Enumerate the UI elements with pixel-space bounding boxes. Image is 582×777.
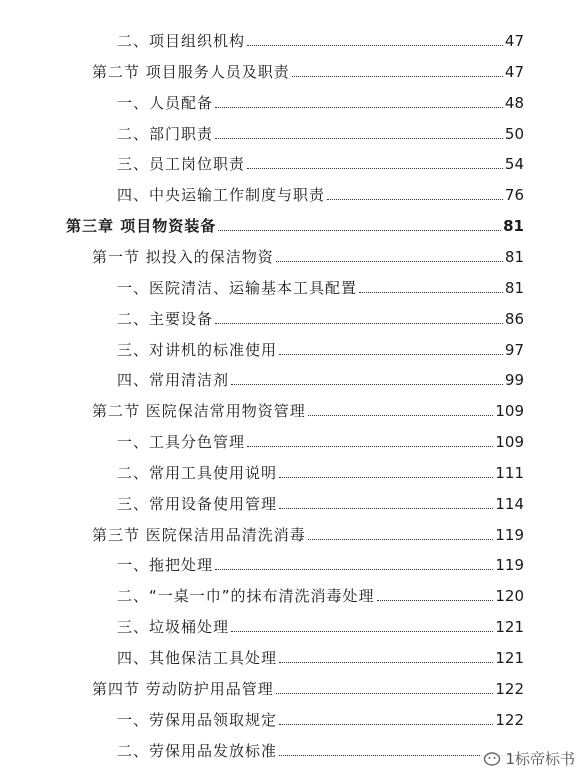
toc-entry-title: 第四节 劳动防护用品管理 <box>92 679 274 698</box>
toc-entry-title: 二、主要设备 <box>117 309 214 328</box>
toc-entry-title: 二、“一桌一巾”的抹布清洗消毒处理 <box>117 587 375 606</box>
toc-dot-leader <box>359 292 503 293</box>
toc-dot-leader <box>327 199 503 200</box>
toc-entry-page: 109 <box>495 433 524 452</box>
toc-entry[interactable] <box>117 278 524 298</box>
toc-entry[interactable] <box>92 679 524 699</box>
toc-entry-page: 86 <box>504 309 524 328</box>
toc-entry[interactable] <box>117 617 524 637</box>
toc-entry-title: 一、医院清洁、运输基本工具配置 <box>117 278 358 297</box>
toc-entry[interactable] <box>117 586 524 606</box>
toc-dot-leader <box>279 508 493 509</box>
wechat-channel-icon <box>483 751 501 767</box>
toc-dot-leader <box>231 631 493 632</box>
toc-entry[interactable] <box>117 370 524 390</box>
toc-entry-title: 二、劳保用品发放标准 <box>117 741 278 760</box>
toc-entry[interactable] <box>117 340 524 360</box>
toc-entry[interactable] <box>117 93 524 113</box>
toc-entry-title: 三、对讲机的标准使用 <box>117 340 278 359</box>
toc-entry-page: 120 <box>495 587 524 606</box>
toc-entry-title: 第一节 拟投入的保洁物资 <box>92 247 274 266</box>
toc-entry-title: 一、劳保用品领取规定 <box>117 710 278 729</box>
toc-entry[interactable] <box>92 247 524 267</box>
toc-entry-title: 四、中央运输工作制度与职责 <box>117 186 326 205</box>
toc-entry-title: 一、人员配备 <box>117 93 214 112</box>
toc-dot-leader <box>215 569 493 570</box>
toc-dot-leader <box>247 168 503 169</box>
toc-entry-page: 76 <box>504 186 524 205</box>
toc-entry-page: 122 <box>495 710 524 729</box>
toc-dot-leader <box>308 539 494 540</box>
toc-dot-leader <box>292 76 503 77</box>
toc-entry-title: 二、项目组织机构 <box>117 32 246 50</box>
toc-entry-page: 81 <box>503 217 524 236</box>
toc-entry-page: 54 <box>504 155 524 174</box>
toc-entry[interactable] <box>117 555 524 575</box>
toc-entry-title: 第二节 医院保洁常用物资管理 <box>92 402 306 421</box>
toc-entry-page: 111 <box>495 463 524 482</box>
toc-dot-leader <box>247 45 503 46</box>
toc-entry[interactable] <box>117 710 524 730</box>
toc-entry-title: 三、员工岗位职责 <box>117 155 246 174</box>
toc-entry-title: 第三章 项目物资装备 <box>66 217 217 236</box>
toc-entry[interactable] <box>92 525 524 545</box>
toc-entry-page: 121 <box>495 618 524 637</box>
toc-dot-leader <box>247 446 493 447</box>
toc-entry[interactable] <box>117 648 524 668</box>
toc-entry[interactable] <box>92 401 524 421</box>
watermark-text: 1标帝标书 <box>505 750 575 768</box>
toc-entry-page: 121 <box>495 649 524 667</box>
toc-entry-title: 一、工具分色管理 <box>117 433 246 452</box>
toc-entry[interactable] <box>66 216 524 236</box>
toc-entry-page: 81 <box>504 278 524 297</box>
toc-entry-page: 99 <box>504 371 524 390</box>
toc-entry-page: 119 <box>495 525 524 544</box>
toc-entry-page: 50 <box>504 124 524 143</box>
toc-entry-title: 三、垃圾桶处理 <box>117 618 230 637</box>
toc-entry-title: 二、常用工具使用说明 <box>117 463 278 482</box>
toc-entry[interactable] <box>117 154 524 174</box>
toc-dot-leader <box>308 415 494 416</box>
toc-entry-title: 一、拖把处理 <box>117 556 214 575</box>
toc-entry-page: 47 <box>504 62 524 81</box>
toc-entry-title: 四、其他保洁工具处理 <box>117 649 278 667</box>
toc-entry-page: 119 <box>495 556 524 575</box>
toc-entry-page: 81 <box>504 247 524 266</box>
toc-dot-leader <box>279 662 493 663</box>
toc-dot-leader <box>231 384 503 385</box>
toc-entry[interactable] <box>117 124 524 144</box>
toc-dot-leader <box>215 138 503 139</box>
toc-entry-page: 109 <box>495 402 524 421</box>
toc-entry[interactable] <box>117 31 524 51</box>
toc-entry[interactable] <box>92 62 524 82</box>
toc-dot-leader <box>215 323 503 324</box>
watermark <box>480 748 578 769</box>
toc-entry[interactable] <box>117 185 524 205</box>
toc-entry-title: 第二节 项目服务人员及职责 <box>92 62 290 81</box>
toc-dot-leader <box>279 354 503 355</box>
toc-entry-title: 三、常用设备使用管理 <box>117 494 278 513</box>
toc-dot-leader <box>279 477 493 478</box>
toc-entry-title: 四、常用清洁剂 <box>117 371 230 390</box>
toc-dot-leader <box>276 693 494 694</box>
toc-entry[interactable] <box>117 741 524 761</box>
toc-dot-leader <box>279 724 493 725</box>
toc-entry-page: 47 <box>504 32 524 50</box>
toc-entry[interactable] <box>117 494 524 514</box>
toc-dot-leader <box>218 230 501 231</box>
toc-entry-page: 97 <box>504 340 524 359</box>
toc-entry-page: 122 <box>495 679 524 698</box>
toc-dot-leader <box>276 261 503 262</box>
toc-entry[interactable] <box>117 432 524 452</box>
toc-entry-title: 第三节 医院保洁用品清洗消毒 <box>92 525 306 544</box>
toc-entry[interactable] <box>117 309 524 329</box>
toc-entry-page: 114 <box>495 494 524 513</box>
toc-entry-page: 48 <box>504 93 524 112</box>
toc-entry[interactable] <box>117 463 524 483</box>
toc-dot-leader <box>377 600 494 601</box>
toc-entry-title: 二、部门职责 <box>117 124 214 143</box>
toc-dot-leader <box>215 107 503 108</box>
